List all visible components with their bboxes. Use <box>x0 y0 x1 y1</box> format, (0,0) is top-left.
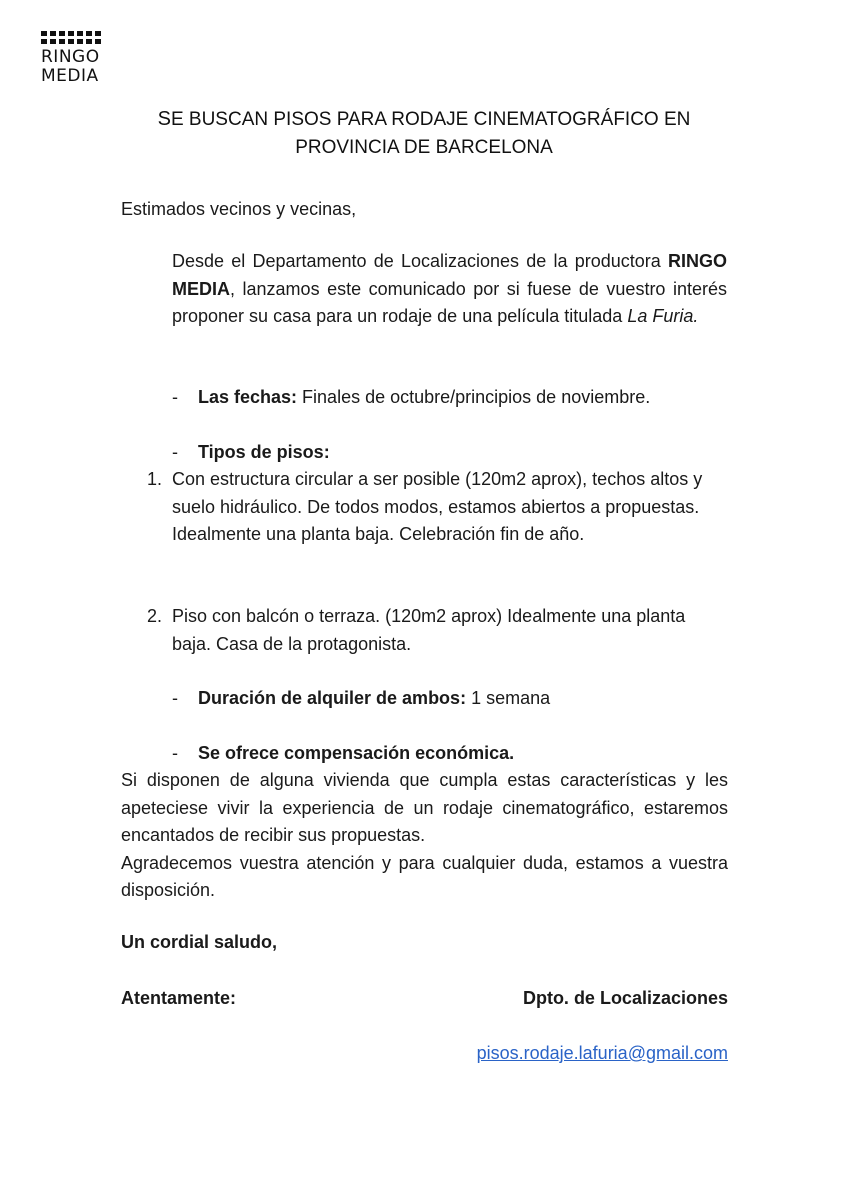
duracion-item <box>172 685 728 713</box>
company-name: RINGO MEDIA <box>172 251 727 299</box>
film-title: La Furia. <box>627 306 699 326</box>
list-text-2: Piso con balcón o terraza. (120m2 aprox) Idealmente una planta baja. Casa de la protagonista. <box>172 606 686 654</box>
fechas-value: Finales de octubre/principios de noviembre. <box>297 387 651 407</box>
bullet-dash: - <box>172 387 178 407</box>
logo-line-ringo: RINGO <box>41 47 100 67</box>
list-number-1: 1. <box>147 469 163 489</box>
saludo: Un cordial saludo, <box>121 932 278 952</box>
email-link[interactable]: pisos.rodaje.lafuria@gmail.com <box>476 1043 728 1063</box>
fechas-label: Las fechas: <box>198 387 298 407</box>
title-initial: S <box>157 108 171 130</box>
fechas-item <box>172 384 728 412</box>
duracion-label: Duración de alquiler de ambos: <box>198 688 467 708</box>
list-item-1 <box>147 466 727 549</box>
compensacion-label: Se ofrece compensación económica. <box>198 743 515 763</box>
greeting: Estimados vecinos y vecinas, <box>121 199 357 219</box>
intro-paragraph <box>172 248 727 331</box>
logo-line-media: MEDIA <box>41 66 99 86</box>
document-title <box>120 105 728 162</box>
list-text-1: Con estructura circular a ser posible (120m2 aprox), techos altos y suelo hidráulico. De todos modos, estamos abiertos a propuestas. Idealmente una planta baja. Celebración fin de año. <box>172 469 703 544</box>
tipos-item <box>172 439 728 467</box>
bullet-dash: - <box>172 743 178 763</box>
intro-text-2: , lanzamos este comunicado por si fuese de vuestro interés proponer su casa para un rodaje de una película titulada <box>172 278 727 326</box>
list-item-2 <box>147 603 727 658</box>
signature-department: Dpto. de Localizaciones <box>522 988 728 1008</box>
title-line-1 <box>120 105 728 134</box>
bullet-dash: - <box>172 442 178 462</box>
signature-atentamente: Atentamente: <box>121 988 237 1008</box>
closing-text-1: Si disponen de alguna vivienda que cumpla estas características y les apeteciese vivir la experiencia de un rodaje cinematográfico, estaremos encantados de recibir sus propuestas. <box>121 770 728 845</box>
title-line-1-rest: E BUSCAN PISOS PARA RODAJE CINEMATOGRÁFICO EN <box>170 109 691 130</box>
logo-film-marks-icon <box>41 31 105 44</box>
compensacion-item <box>172 740 728 768</box>
tipos-label: Tipos de pisos: <box>198 442 330 462</box>
intro-text-1: Desde el Departamento de Localizaciones de la productora <box>172 251 668 271</box>
ringo-media-logo <box>41 31 105 86</box>
list-number-2: 2. <box>147 606 163 626</box>
bullet-dash: - <box>172 688 178 708</box>
closing-text-2: Agradecemos vuestra atención y para cualquier duda, estamos a vuestra disposición. <box>121 852 728 900</box>
title-line-2: PROVINCIA DE BARCELONA <box>295 137 553 158</box>
duracion-value: 1 semana <box>466 688 551 708</box>
closing-paragraph <box>121 767 728 905</box>
